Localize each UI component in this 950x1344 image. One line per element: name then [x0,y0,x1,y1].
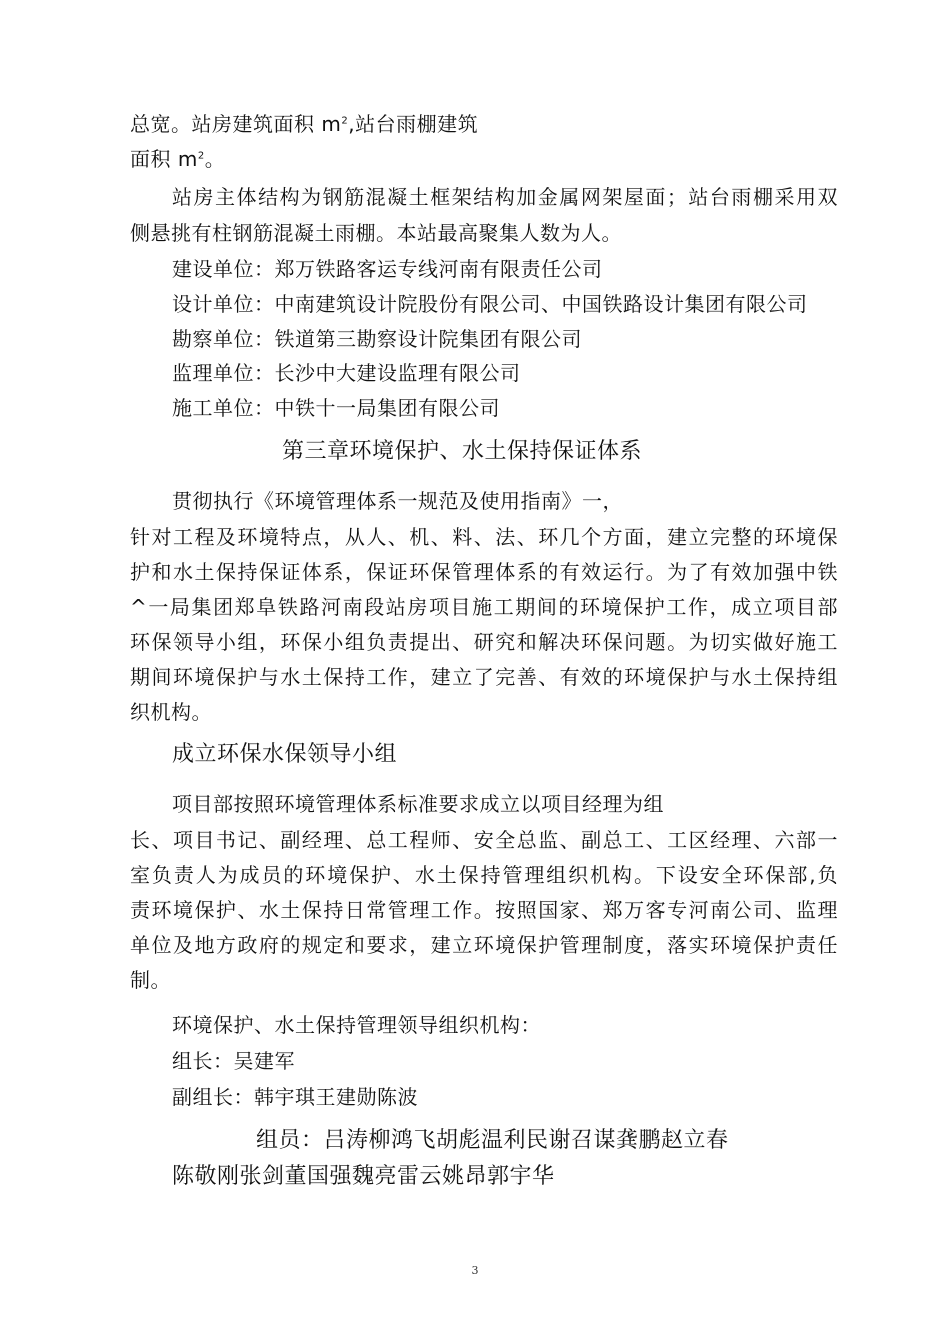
text-fragment: 。 [204,147,226,171]
para2-line: 制。 [130,968,171,992]
superscript: 2 [197,150,205,162]
para2-line: 室负责人为成员的环境保护、水土保持管理组织机构。下设安全环保部,负 [130,863,838,887]
para1-line: 期间环境保护与水土保持工作，建立了完善、有效的环境保护与水土保持组 [130,665,838,689]
para2-line: 单位及地方政府的规定和要求，建立环境保护管理制度，落实环境保护责任 [130,933,838,957]
para1-line: 贯彻执行《环境管理体系一规范及使用指南》一， [172,489,623,513]
area-line-1 [130,110,478,138]
unit-line: 设计单位：中南建筑设计院股份有限公司、中国铁路设计集团有限公司 [172,292,808,316]
text-fragment: 总宽。站房建筑面积 m [130,112,342,136]
superscript: 2 [341,115,349,127]
org-members-line-1: 组员：吕涛柳鸿飞胡彪温利民谢召谋龚鹏赵立春 [256,1128,729,1153]
para1-line: 环保领导小组，环保小组负责提出、研究和解决环保问题。为切实做好施工 [130,630,838,654]
org-deputy: 副组长：韩宇琪王建勋陈波 [172,1085,418,1109]
page-number: 3 [471,1264,479,1277]
unit-line: 监理单位：长沙中大建设监理有限公司 [172,361,521,385]
para2-line: 项目部按照环境管理体系标准要求成立以项目经理为组 [172,792,664,816]
text-fragment: 面积 m [130,147,198,171]
unit-line: 建设单位：郑万铁路客运专线河南有限责任公司 [172,257,603,281]
para1-line: 护和水土保持保证体系，保证环保管理体系的有效运行。为了有效加强中铁 [130,560,838,584]
area-line-2 [130,145,225,173]
unit-line: 施工单位：中铁十一局集团有限公司 [172,396,500,420]
org-leader: 组长：吴建军 [172,1049,295,1073]
structure-line: 站房主体结构为钢筋混凝土框架结构加金属网架屋面；站台雨棚采用双 [172,185,838,209]
para1-line: 针对工程及环境特点，从人、机、料、法、环几个方面，建立完整的环境保 [130,525,838,549]
para2-line: 长、项目书记、副经理、总工程师、安全总监、副总工、工区经理、六部一 [130,828,838,852]
para1-line: 织机构。 [130,700,212,724]
para1-line: ^一局集团郑阜铁路河南段站房项目施工期间的环境保护工作，成立项目部 [130,595,838,619]
org-members-line-2: 陈敬刚张剑董国强魏亮雷云姚昂郭宇华 [172,1164,555,1189]
org-title: 环境保护、水土保持管理领导组织机构： [172,1013,541,1037]
section-title: 成立环保水保领导小组 [172,742,398,767]
structure-line: 侧悬挑有柱钢筋混凝土雨棚。本站最高聚集人数为人。 [130,221,622,245]
chapter-title: 第三章环境保护、水土保持保证体系 [282,439,643,464]
unit-line: 勘察单位：铁道第三勘察设计院集团有限公司 [172,327,582,351]
para2-line: 责环境保护、水土保持日常管理工作。按照国家、郑万客专河南公司、监理 [130,898,838,922]
text-fragment: ,站台雨棚建筑 [348,112,479,136]
